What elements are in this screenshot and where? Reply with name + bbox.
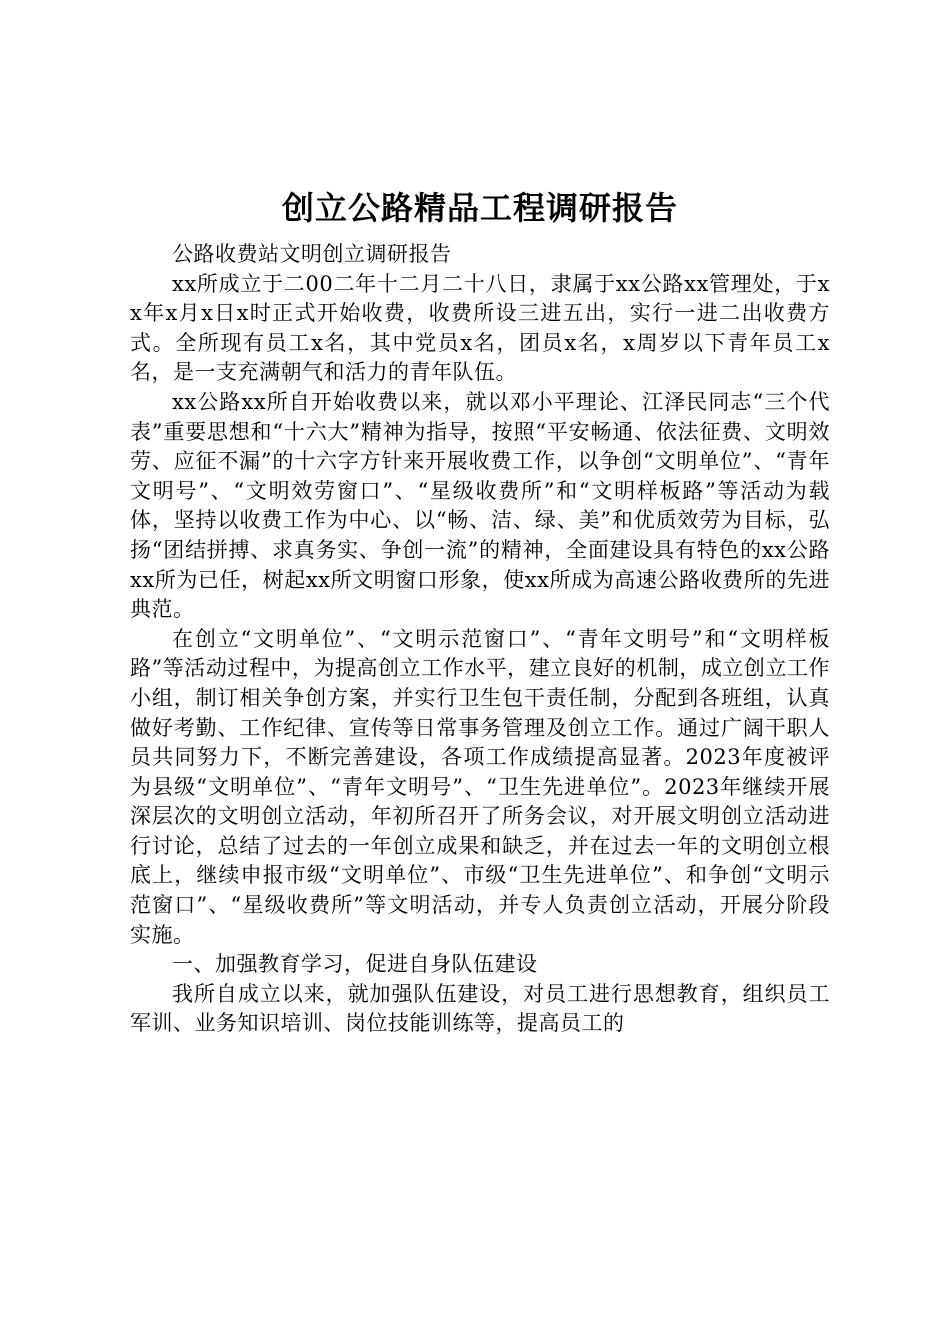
body-paragraph-guidance: xx公路xx所自开始收费以来，就以邓小平理论、江泽民同志“三个代表”重要思想和“十六大”精神为指导，按照“平安畅通、依法征费、文明效劳、应征不漏”的十六字方针来开展收费工作，以争创“文明单位”、“青年文明号”、“文明效劳窗口”、“星级收费所”和“文明样板路”等活动为载体，坚持以收费工作为中心、以“畅、洁、绿、美”和优质效劳为目标，弘扬“团结拼搏、求真务实、争创一流”的精神，全面建设具有特色的xx公路xx所为已任，树起xx所文明窗口形象，使xx所成为高速公路收费所的先进典范。: [130, 389, 830, 622]
document-page: [130, 184, 830, 1039]
section-heading-1: 一、加强教育学习，促进自身队伍建设: [172, 952, 538, 977]
body-paragraph-intro: xx所成立于二00二年十二月二十八日，隶属于xx公路xx管理处，于xx年x月x日x时正式开始收费，收费所设三进五出，实行一进二出收费方式。全所现有员工x名，其中党员x名，团员x名，x周岁以下青年员工x名，是一支充满朝气和活力的青年队伍。: [130, 271, 830, 385]
document-title: 创立公路精品工程调研报告: [281, 189, 678, 227]
subtitle-paragraph: 公路收费站文明创立调研报告: [172, 242, 452, 266]
body-paragraph-section-1: 我所自成立以来，就加强队伍建设，对员工进行思想教育，组织员工军训、业务知识培训、岗位技能训练等，提高员工的: [130, 981, 830, 1036]
body-paragraph-activities: 在创立“文明单位”、“文明示范窗口”、“青年文明号”和“文明样板路”等活动过程中，为提高创立工作水平，建立良好的机制，成立创立工作小组，制订相关争创方案，并实行卫生包干责任制，分配到各班组，认真做好考勤、工作纪律、宣传等日常事务管理及创立工作。通过广阔干职人员共同努力下，不断完善建设，各项工作成绩提高显著。2023年度被评为县级“文明单位”、“青年文明号”、“卫生先进单位”。2023年继续开展深层次的文明创立活动，年初所召开了所务会议，对开展文明创立活动进行讨论，总结了过去的一年创立成果和缺乏，并在过去一年的文明创立根底上，继续申报市级“文明单位”、市级“卫生先进单位”、和争创“文明示范窗口”、“星级收费所”等文明活动，并专人负责创立活动，开展分阶段实施。: [130, 626, 830, 947]
